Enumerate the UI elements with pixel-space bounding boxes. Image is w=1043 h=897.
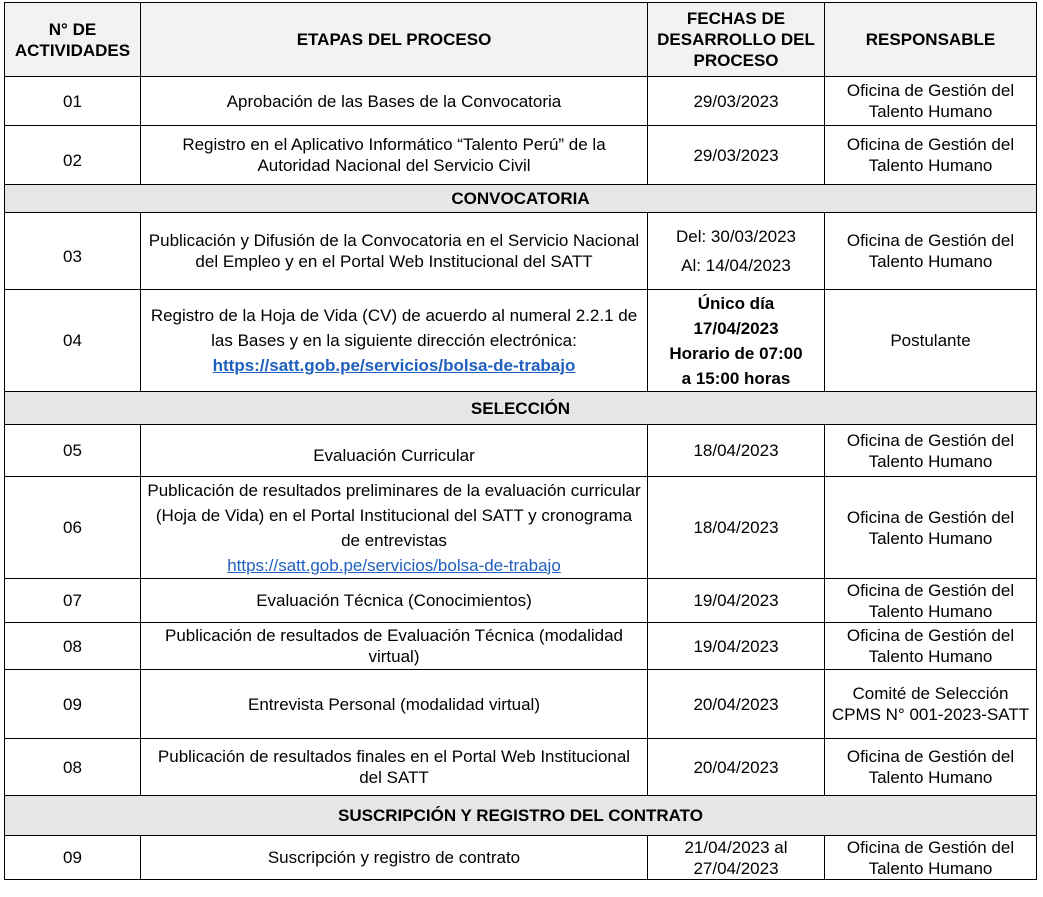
- date-line: 17/04/2023: [693, 318, 779, 338]
- row-date: 18/04/2023: [648, 477, 825, 579]
- row-resp: Oficina de Gestión del Talento Humano: [825, 425, 1037, 477]
- row-stage: Evaluación Técnica (Conocimientos): [141, 579, 648, 623]
- table-row: [5, 77, 1037, 126]
- table-row: [5, 623, 1037, 670]
- stage-text: Publicación de resultados preliminares de la evaluación curricular (Hoja de Vida) en el Portal Institucional del SATT y cronograma de entrevistas: [147, 480, 641, 550]
- row-date: 29/03/2023: [648, 126, 825, 185]
- table-row: [5, 670, 1037, 739]
- row-stage: Publicación de resultados de Evaluación Técnica (modalidad virtual): [141, 623, 648, 670]
- table-row: [5, 739, 1037, 796]
- row-date: 29/03/2023: [648, 77, 825, 126]
- row-date: [648, 290, 825, 392]
- row-date: 18/04/2023: [648, 425, 825, 477]
- row-stage: Publicación y Difusión de la Convocatoria en el Servicio Nacional del Empleo y en el Portal Web Institucional del SATT: [141, 213, 648, 290]
- table-row: [5, 290, 1037, 392]
- row-num: 07: [5, 579, 141, 623]
- date-line: a 15:00 horas: [681, 368, 791, 388]
- row-date: 19/04/2023: [648, 579, 825, 623]
- date-line: Horario de 07:00: [669, 343, 803, 363]
- table-row: [5, 477, 1037, 579]
- header-stage: ETAPAS DEL PROCESO: [141, 3, 648, 77]
- row-stage: Suscripción y registro de contrato: [141, 836, 648, 880]
- row-resp: Oficina de Gestión del Talento Humano: [825, 126, 1037, 185]
- table-row: [5, 126, 1037, 185]
- header-row: [5, 3, 1037, 77]
- row-stage: Publicación de resultados finales en el Portal Web Institucional del SATT: [141, 739, 648, 796]
- row-num: 09: [5, 836, 141, 880]
- schedule-table: [4, 2, 1037, 880]
- section-convocatoria: CONVOCATORIA: [5, 185, 1037, 213]
- date-from: Del: 30/03/2023: [675, 227, 797, 246]
- bolsa-trabajo-link[interactable]: https://satt.gob.pe/servicios/bolsa-de-trabajo: [212, 356, 576, 375]
- row-stage: Evaluación Curricular: [141, 425, 648, 477]
- row-date: 20/04/2023: [648, 670, 825, 739]
- section-seleccion: SELECCIÓN: [5, 392, 1037, 425]
- date-line: Único día: [697, 293, 775, 313]
- row-resp: Oficina de Gestión del Talento Humano: [825, 836, 1037, 880]
- header-resp: RESPONSABLE: [825, 3, 1037, 77]
- row-resp: Postulante: [825, 290, 1037, 392]
- row-num: 08: [5, 623, 141, 670]
- row-stage: Entrevista Personal (modalidad virtual): [141, 670, 648, 739]
- table-row: [5, 836, 1037, 880]
- row-num: 08: [5, 739, 141, 796]
- row-stage: [141, 290, 648, 392]
- row-resp: Oficina de Gestión del Talento Humano: [825, 739, 1037, 796]
- row-resp: Oficina de Gestión del Talento Humano: [825, 579, 1037, 623]
- row-stage: [141, 477, 648, 579]
- row-resp: Oficina de Gestión del Talento Humano: [825, 77, 1037, 126]
- header-num: N° DE ACTIVIDADES: [5, 3, 141, 77]
- row-num: 04: [5, 290, 141, 392]
- row-stage: Aprobación de las Bases de la Convocatoria: [141, 77, 648, 126]
- table-row: [5, 579, 1037, 623]
- section-suscripcion: SUSCRIPCIÓN Y REGISTRO DEL CONTRATO: [5, 796, 1037, 836]
- row-resp: Oficina de Gestión del Talento Humano: [825, 213, 1037, 290]
- row-resp: Oficina de Gestión del Talento Humano: [825, 623, 1037, 670]
- row-date: 20/04/2023: [648, 739, 825, 796]
- section-row: [5, 392, 1037, 425]
- row-num: 09: [5, 670, 141, 739]
- table-row: [5, 425, 1037, 477]
- table-row: [5, 213, 1037, 290]
- header-dates: FECHAS DE DESARROLLO DEL PROCESO: [648, 3, 825, 77]
- row-num: 03: [5, 213, 141, 290]
- bolsa-trabajo-link[interactable]: https://satt.gob.pe/servicios/bolsa-de-trabajo: [227, 555, 561, 575]
- section-row: [5, 796, 1037, 836]
- stage-text: Registro de la Hoja de Vida (CV) de acuerdo al numeral 2.2.1 de las Bases y en la siguiente dirección electrónica:: [150, 306, 638, 350]
- row-num: 01: [5, 77, 141, 126]
- row-resp: Oficina de Gestión del Talento Humano: [825, 477, 1037, 579]
- row-num: 02: [5, 126, 141, 185]
- row-stage: Registro en el Aplicativo Informático “Talento Perú” de la Autoridad Nacional del Servicio Civil: [141, 126, 648, 185]
- section-row: [5, 185, 1037, 213]
- row-date: [648, 213, 825, 290]
- row-date: 19/04/2023: [648, 623, 825, 670]
- row-num: 05: [5, 425, 141, 477]
- row-num: 06: [5, 477, 141, 579]
- date-to: Al: 14/04/2023: [681, 256, 791, 275]
- row-date: 21/04/2023 al 27/04/2023: [648, 836, 825, 880]
- row-resp: Comité de Selección CPMS N° 001-2023-SATT: [825, 670, 1037, 739]
